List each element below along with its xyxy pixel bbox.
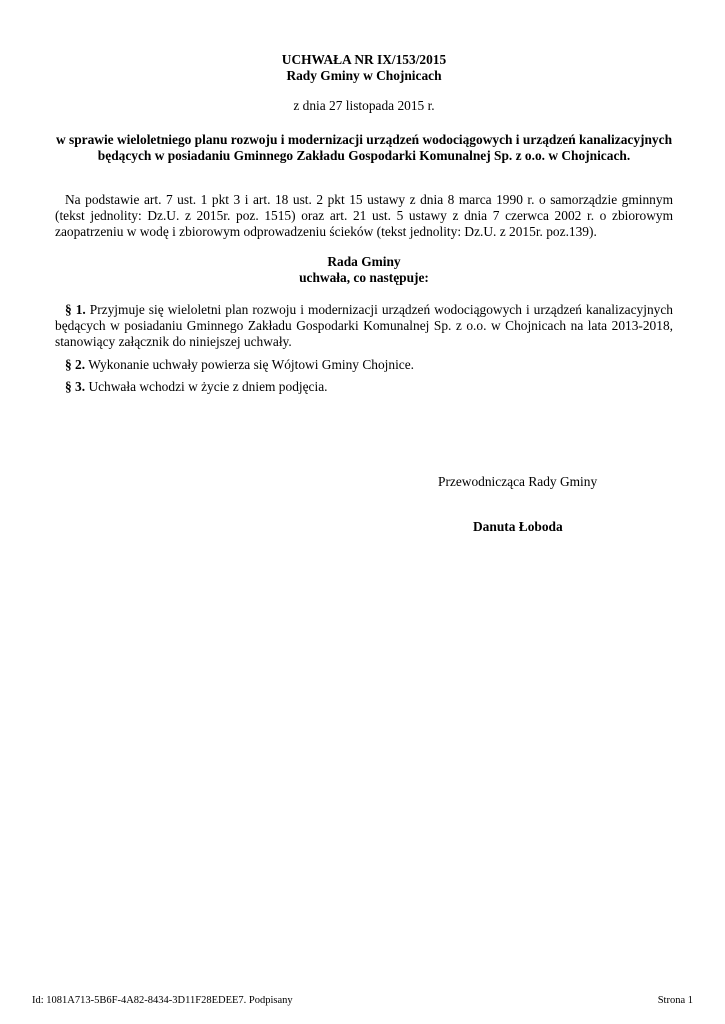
paragraph-1-text: Przyjmuje się wieloletni plan rozwoju i modernizacji urządzeń wodociągowych i urządzeń kanalizacyjnych będących w posiadaniu Gminnego Zakładu Gospodarki Komunalnej Sp. z o.o. w Chojnicach na lata 2013-2018, stanowiący załącznik do niniejszej uchwały. bbox=[55, 302, 673, 349]
legal-basis bbox=[55, 192, 673, 240]
signatory-role: Przewodnicząca Rady Gminy bbox=[438, 474, 598, 489]
subject-line-1: w sprawie wieloletniego planu rozwoju i modernizacji urządzeń wodociągowych i urządzeń kanalizacyjnych bbox=[55, 132, 673, 147]
resolution-date bbox=[55, 98, 673, 114]
council-declaration bbox=[55, 254, 673, 286]
resolution-subject bbox=[55, 132, 673, 164]
date-text: z dnia 27 listopada 2015 r. bbox=[293, 98, 435, 113]
paragraph-1-label: § 1. bbox=[65, 302, 86, 317]
paragraph-2-label: § 2. bbox=[65, 357, 86, 372]
page-number-footer: Strona 1 bbox=[657, 995, 693, 1006]
paragraph-3 bbox=[55, 379, 673, 395]
subject-line-2: będących w posiadaniu Gminnego Zakładu Gospodarki Komunalnej Sp. z o.o. w Chojnicach. bbox=[97, 148, 631, 163]
paragraph-2-text: Wykonanie uchwały powierza się Wójtowi Gminy Chojnice. bbox=[85, 357, 415, 372]
council-name: Rady Gminy w Chojnicach bbox=[286, 68, 442, 83]
document-id-footer: Id: 1081A713-5B6F-4A82-8434-3D11F28EDEE7. Podpisany bbox=[32, 995, 293, 1006]
paragraph-3-label: § 3. bbox=[65, 379, 86, 394]
council-line-2: uchwała, co następuje: bbox=[299, 270, 429, 285]
paragraph-1 bbox=[55, 302, 673, 350]
legal-basis-text: Na podstawie art. 7 ust. 1 pkt 3 i art. 18 ust. 2 pkt 15 ustawy z dnia 8 marca 1990 r. o samorządzie gminnym (tekst jednolity: Dz.U. z 2015r. poz. 1515) oraz art. 21 ust. 5 ustawy z dnia 7 czerwca 2002 r. o zbiorowym zaopatrzeniu w wodę i zbiorowym odprowadzeniu ścieków (tekst jednolity: Dz.U. z 2015r. poz.139). bbox=[55, 192, 673, 239]
paragraph-2 bbox=[55, 357, 673, 373]
resolution-number: UCHWAŁA NR IX/153/2015 bbox=[281, 52, 447, 67]
signatory-name: Danuta Łoboda bbox=[473, 519, 563, 534]
council-line-1: Rada Gminy bbox=[327, 254, 401, 269]
paragraph-3-text: Uchwała wchodzi w życie z dniem podjęcia. bbox=[85, 379, 328, 394]
resolution-title bbox=[55, 52, 673, 84]
